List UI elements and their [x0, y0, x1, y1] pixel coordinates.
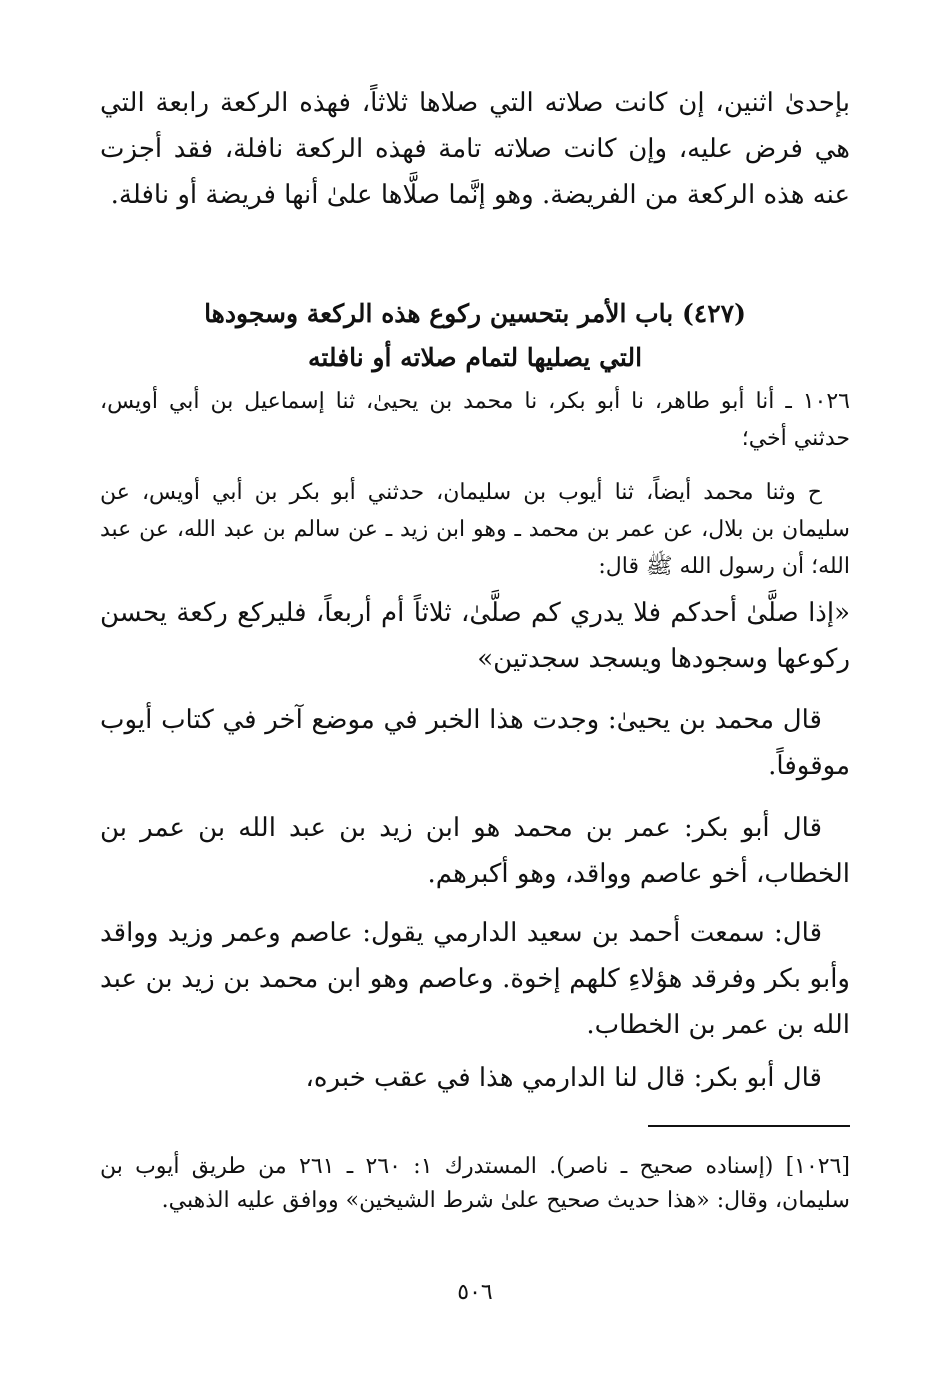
- footnote: [١٠٢٦] (إسناده صحيح ـ ناصر). المستدرك ١: ٢٦٠ ـ ٢٦١ من طريق أيوب بن سليمان، وقال: «هذا حديث صحيح علىٰ شرط الشيخين» ووافق عليه الذهبي.: [100, 1154, 851, 1213]
- comment-abu-bakr-1: قال أبو بكر: عمر بن محمد هو ابن زيد بن عبد الله بن عمر بن الخطاب، أخو عاصم وواقد، وهو أكبرهم.: [100, 813, 850, 889]
- comment-muhammad-ibn-yahya: قال محمد بن يحيىٰ: وجدت هذا الخبر في موضع آخر في كتاب أيوب موقوفاً.: [100, 705, 850, 781]
- opening-paragraph: بإحدىٰ اثنين، إن كانت صلاته التي صلاها ثلاثاً، فهذه الركعة رابعة التي هي فرض عليه، وإن كانت صلاته تامة فهذه الركعة نافلة، فقد أجزت عنه هذه الركعة من الفريضة. وهو إنَّما صلَّاها علىٰ أنها فريضة أو نافلة.: [100, 88, 850, 210]
- chapter-heading-line-1: (٤٢٧) باب الأمر بتحسين ركوع هذه الركعة وسجودها: [204, 299, 746, 328]
- comment-abu-bakr-2: قال أبو بكر: قال لنا الدارمي هذا في عقب خبره،: [305, 1063, 822, 1093]
- page-number: ٥٠٦: [457, 1280, 493, 1305]
- footnote-separator: [648, 1125, 850, 1127]
- chapter-heading-line-2: التي يصليها لتمام صلاته أو نافلته: [307, 343, 643, 372]
- hadith-text: «إذا صلَّىٰ أحدكم فلا يدري كم صلَّىٰ، ثلاثاً أم أربعاً، فليركع ركعة يحسن ركوعها وسجودها ويسجد سجدتين»: [100, 598, 850, 674]
- chapter-heading: [100, 292, 850, 380]
- isnad-paragraph: ح وثنا محمد أيضاً، ثنا أيوب بن سليمان، حدثني أبو بكر بن أبي أويس، عن سليمان بن بلال، عن عمر بن محمد ـ وهو ابن زيد ـ عن سالم بن عبد الله، عن عبد الله؛ أن رسول الله ﷺ قال:: [100, 480, 850, 579]
- comment-darimi: قال: سمعت أحمد بن سعيد الدارمي يقول: عاصم وعمر وزيد وواقد وأبو بكر وفرقد هؤلاءِ كلهم إخوة. وعاصم وهو ابن محمد بن زيد بن عبد الله بن عمر بن الخطاب.: [100, 918, 850, 1040]
- hadith-number-paragraph: ١٠٢٦ ـ أنا أبو طاهر، نا أبو بكر، نا محمد بن يحيىٰ، ثنا إسماعيل بن أبي أويس، حدثني أخي؛: [100, 389, 850, 451]
